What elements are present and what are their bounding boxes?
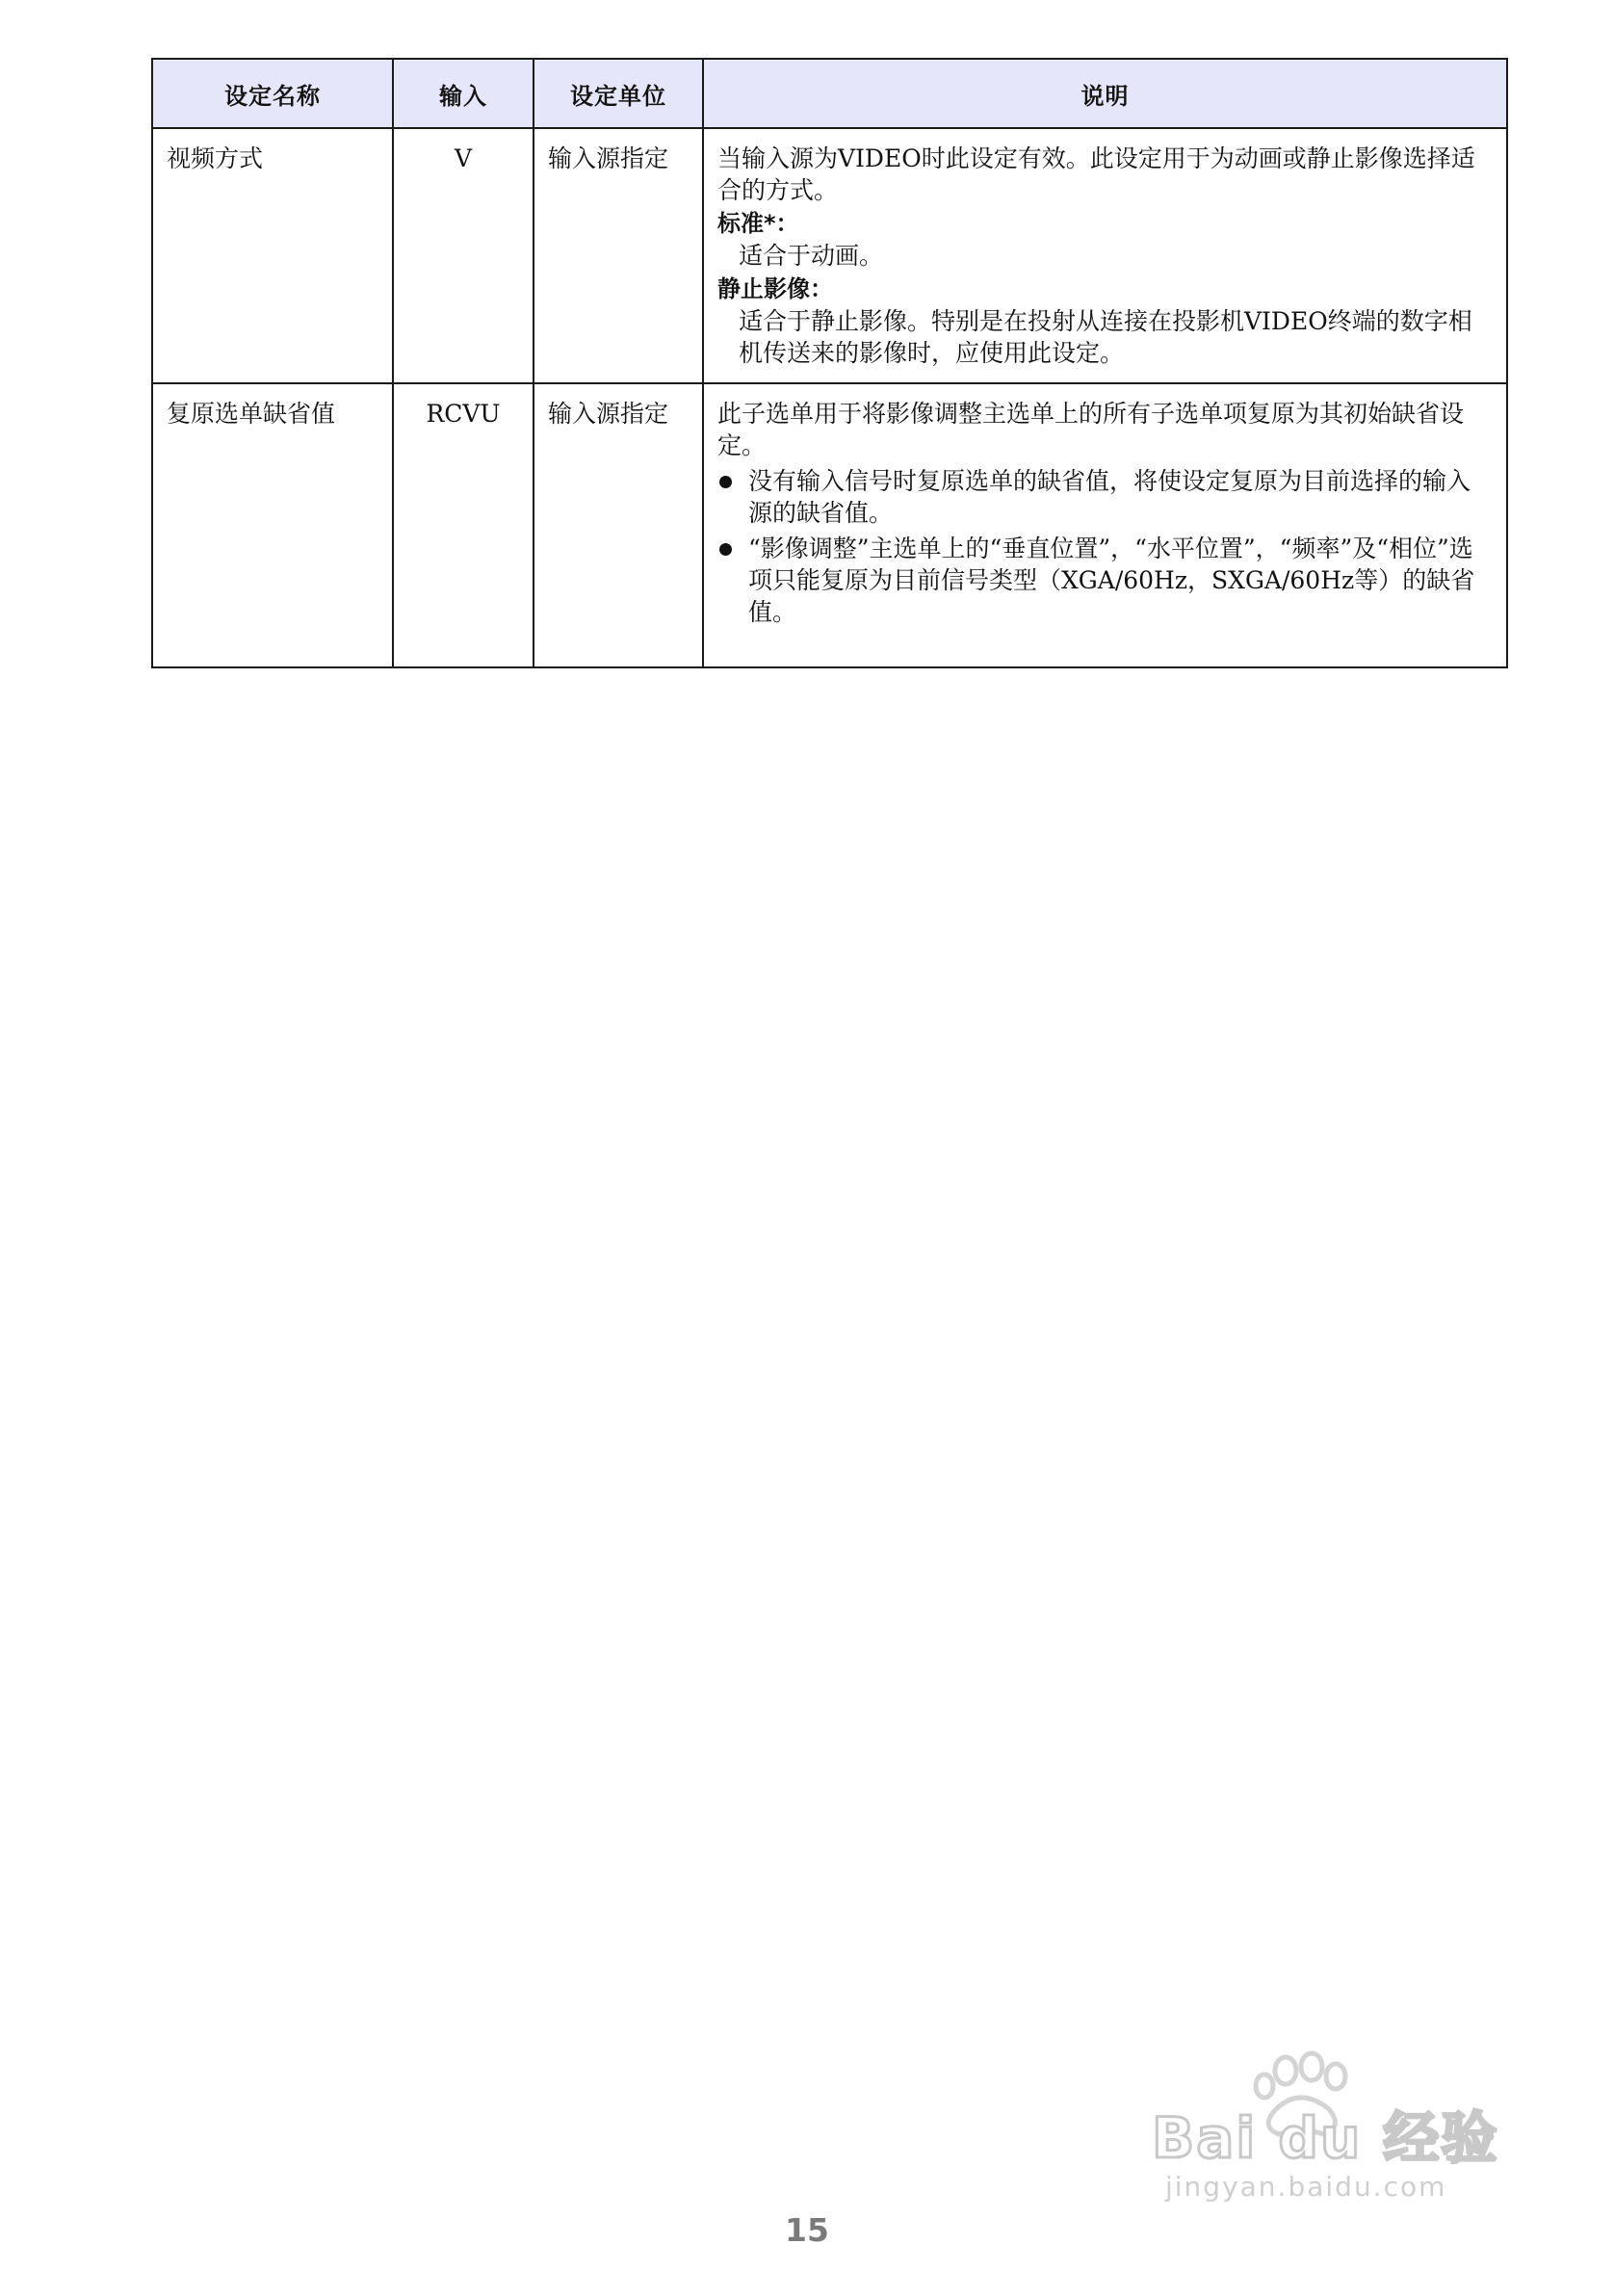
cell-description	[703, 128, 1507, 383]
cell-setting-unit: 输入源指定	[534, 383, 703, 667]
cell-input: V	[393, 128, 534, 383]
header-setting-unit: 设定单位	[534, 59, 703, 128]
watermark-brand: Bai du 经验	[1152, 2105, 1499, 2171]
description-intro: 当输入源为VIDEO时此设定有效。此设定用于为动画或静止影像选择适合的方式。	[717, 144, 1475, 204]
bullet-item	[717, 465, 1493, 529]
option-label-still-image: 静止影像：	[717, 275, 833, 302]
option-text-standard: 适合于动画。	[739, 242, 884, 270]
header-input: 输入	[393, 59, 534, 128]
option-label-standard: 标准*：	[717, 210, 799, 237]
bullet-dot-icon	[719, 543, 732, 556]
cell-setting-unit: 输入源指定	[534, 128, 703, 383]
cell-description	[703, 383, 1507, 667]
cell-input: RCVU	[393, 383, 534, 667]
option-text-still-image: 适合于静止影像。特别是在投射从连接在投影机VIDEO终端的数字相机传送来的影像时，应使用此设定。	[739, 307, 1472, 367]
settings-table	[151, 58, 1508, 668]
bullet-item	[717, 533, 1493, 628]
watermark-url: jingyan.baidu.com	[1165, 2171, 1447, 2203]
header-setting-name: 设定名称	[152, 59, 393, 128]
page-number: 15	[785, 2211, 829, 2249]
table-row	[152, 383, 1507, 667]
baidu-jingyan-watermark	[1146, 2049, 1531, 2204]
header-description: 说明	[703, 59, 1507, 128]
description-intro: 此子选单用于将影像调整主选单上的所有子选单项复原为其初始缺省设定。	[717, 400, 1465, 459]
table-header-row	[152, 59, 1507, 128]
bullet-list	[717, 465, 1493, 628]
bullet-text: “影像调整”主选单上的“垂直位置”，“水平位置”，“频率”及“相位”选项只能复原为目前信号类型（XGA/60Hz，SXGA/60Hz等）的缺省值。	[748, 535, 1475, 626]
bullet-dot-icon	[719, 476, 732, 488]
bullet-text: 没有输入信号时复原选单的缺省值，将使设定复原为目前选择的输入源的缺省值。	[748, 467, 1471, 527]
cell-setting-name: 视频方式	[152, 128, 393, 383]
cell-setting-name: 复原选单缺省值	[152, 383, 393, 667]
table-row	[152, 128, 1507, 383]
